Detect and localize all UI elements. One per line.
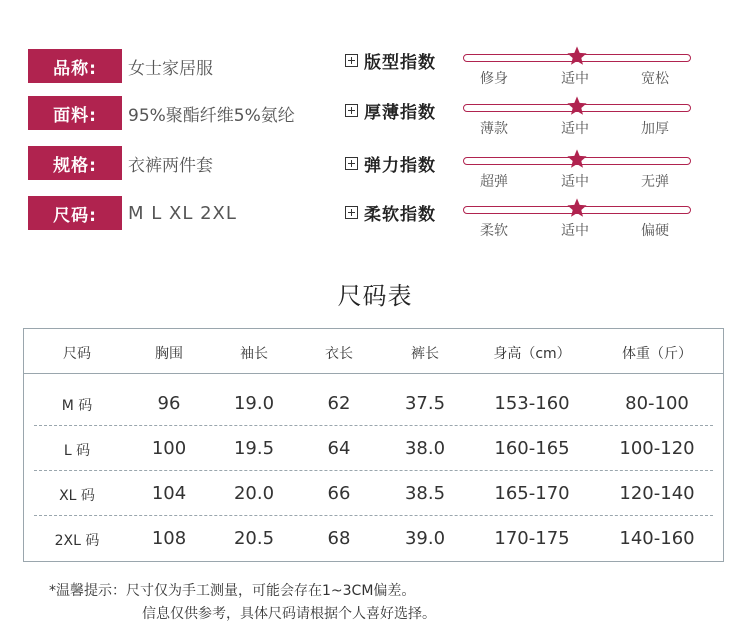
expand-icon[interactable] [345, 104, 358, 117]
expand-icon[interactable] [345, 157, 358, 170]
info-value: M L XL 2XL [128, 202, 237, 224]
scale-left: 柔软 [480, 223, 508, 239]
header-cell: 胸围 [155, 346, 183, 362]
size-label: L 码 [63, 443, 91, 459]
index-title [345, 48, 436, 73]
table-cell: 66 [327, 483, 351, 504]
scale-mid: 适中 [561, 71, 589, 87]
scale-left: 修身 [480, 71, 508, 87]
table-cell: 104 [151, 483, 187, 504]
star-marker-icon [566, 45, 588, 67]
table-cell: 68 [327, 528, 351, 549]
table-cell: 170-175 [494, 528, 570, 549]
table-row [24, 516, 723, 561]
header-cell: 裤长 [411, 346, 439, 362]
index-track [463, 206, 691, 214]
index-track [463, 157, 691, 165]
scale-left: 薄款 [480, 121, 508, 137]
table-cell: 153-160 [494, 393, 570, 414]
index-title [345, 200, 436, 225]
table-cell: 62 [327, 393, 351, 414]
table-cell: 38.5 [404, 483, 446, 504]
size-chart-title: 尺码表 [337, 282, 413, 310]
index-track [463, 54, 691, 62]
info-label: 品称: [28, 49, 122, 83]
table-cell: 38.0 [404, 438, 446, 459]
table-cell: 80-100 [625, 393, 689, 414]
table-cell: 100 [151, 438, 187, 459]
header-cell: 衣长 [325, 346, 353, 362]
header-cell: 身高（cm） [493, 346, 571, 362]
info-row-fabric [28, 96, 295, 130]
table-cell: 64 [327, 438, 351, 459]
table-cell: 96 [157, 393, 181, 414]
index-name: 版型指数 [364, 53, 436, 73]
index-track [463, 104, 691, 112]
index-row-fit [345, 48, 705, 93]
index-name: 厚薄指数 [364, 103, 436, 123]
size-label: XL 码 [59, 488, 95, 504]
index-title [345, 98, 436, 123]
info-label: 面料: [28, 96, 122, 130]
info-value: 95%聚酯纤维5%氨纶 [128, 105, 295, 126]
expand-icon[interactable] [345, 54, 358, 67]
info-row-spec [28, 146, 213, 180]
table-cell: 19.5 [233, 438, 275, 459]
info-row-sizes [28, 196, 237, 230]
table-row [24, 381, 723, 426]
info-value: 衣裤两件套 [128, 155, 213, 176]
size-table [23, 328, 724, 562]
scale-right: 无弹 [641, 174, 669, 190]
table-cell: 39.0 [404, 528, 446, 549]
table-cell: 120-140 [619, 483, 695, 504]
index-name: 弹力指数 [364, 156, 436, 176]
header-cell: 袖长 [240, 346, 268, 362]
table-cell: 160-165 [494, 438, 570, 459]
scale-right: 宽松 [641, 71, 669, 87]
table-row [24, 426, 723, 471]
table-cell: 20.0 [233, 483, 275, 504]
info-label: 规格: [28, 146, 122, 180]
scale-right: 加厚 [641, 121, 669, 137]
scale-mid: 适中 [561, 174, 589, 190]
scale-left: 超弹 [480, 174, 508, 190]
table-cell: 19.0 [233, 393, 275, 414]
scale-right: 偏硬 [641, 223, 669, 239]
note-line-1: *温馨提示：尺寸仅为手工测量，可能会存在1~3CM偏差。 [49, 583, 416, 599]
header-cell: 体重（斤） [622, 346, 692, 362]
table-cell: 108 [151, 528, 187, 549]
table-row [24, 471, 723, 516]
index-name: 柔软指数 [364, 205, 436, 225]
index-row-softness [345, 200, 705, 245]
expand-icon[interactable] [345, 206, 358, 219]
size-label: 2XL 码 [54, 533, 100, 549]
size-label: M 码 [61, 398, 93, 414]
table-header [24, 329, 723, 374]
note-line-2: 信息仅供参考，具体尺码请根据个人喜好选择。 [142, 606, 436, 622]
info-value: 女士家居服 [128, 58, 213, 79]
scale-mid: 适中 [561, 223, 589, 239]
scale-mid: 适中 [561, 121, 589, 137]
header-cell: 尺码 [63, 346, 91, 362]
index-row-elasticity [345, 151, 705, 196]
table-cell: 140-160 [619, 528, 695, 549]
table-cell: 165-170 [494, 483, 570, 504]
table-cell: 37.5 [404, 393, 446, 414]
table-cell: 20.5 [233, 528, 275, 549]
star-marker-icon [566, 197, 588, 219]
index-row-thickness [345, 98, 705, 143]
info-row-name [28, 49, 213, 83]
index-title [345, 151, 436, 176]
star-marker-icon [566, 148, 588, 170]
table-cell: 100-120 [619, 438, 695, 459]
star-marker-icon [566, 95, 588, 117]
info-label: 尺码: [28, 196, 122, 230]
